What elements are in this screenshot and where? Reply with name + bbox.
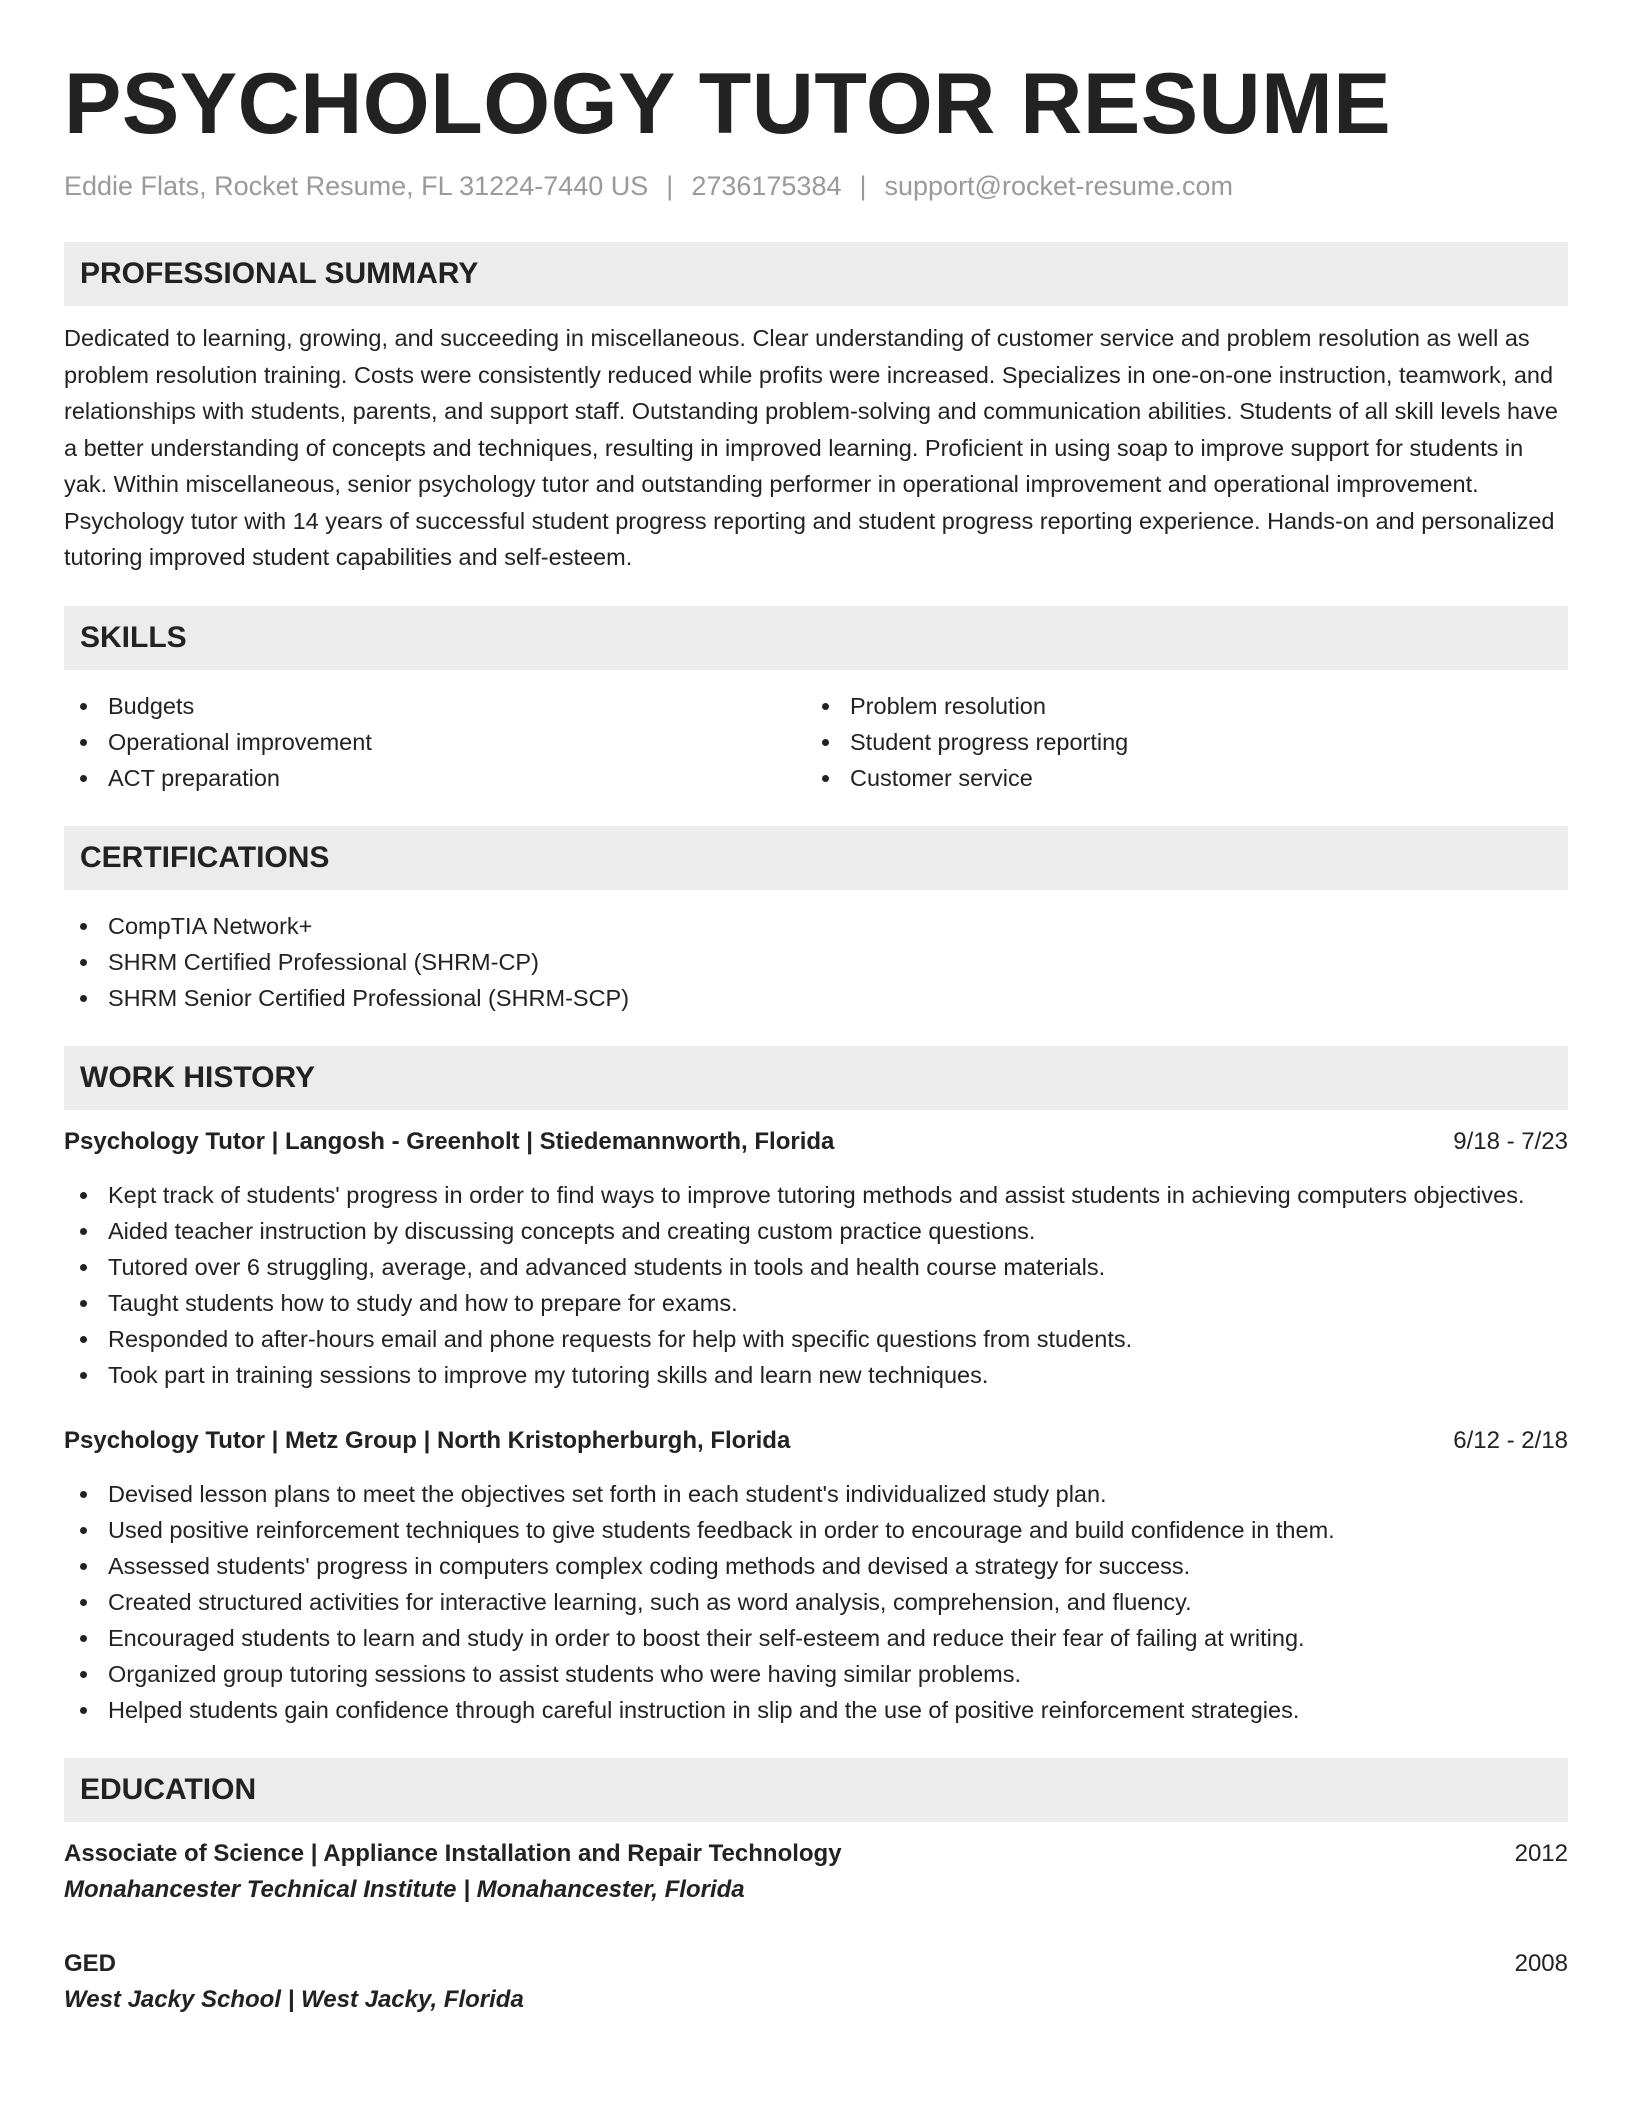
skills-section	[64, 606, 1568, 796]
skills-right-column	[806, 688, 1548, 796]
job-entry	[64, 1423, 1568, 1728]
education-school: Monahancester Technical Institute | Monahancester, Florida	[64, 1875, 745, 1903]
resume-title: PSYCHOLOGY TUTOR RESUME	[64, 56, 1392, 152]
summary-heading: PROFESSIONAL SUMMARY	[64, 242, 1568, 306]
job-bullet: Organized group tutoring sessions to assist students who were having similar problems.	[64, 1656, 1568, 1692]
job-bullet: Used positive reinforcement techniques to give students feedback in order to encourage and build confidence in them.	[64, 1512, 1568, 1548]
job-entry	[64, 1124, 1568, 1393]
education-year: 2012	[1514, 1839, 1568, 1867]
education-entry	[64, 1946, 1568, 2018]
contact-separator: |	[859, 171, 867, 201]
skills-left-column	[64, 688, 806, 796]
job-bullet: Responded to after-hours email and phone requests for help with specific questions from students.	[64, 1321, 1568, 1357]
certifications-list	[64, 908, 1568, 1016]
contact-address: Eddie Flats, Rocket Resume, FL 31224-7440 US	[64, 171, 649, 201]
education-entry	[64, 1836, 1568, 1908]
education-degree: GED	[64, 1949, 117, 1977]
job-bullet: Encouraged students to learn and study in order to boost their self-esteem and reduce their fear of failing at writing.	[64, 1620, 1568, 1656]
education-year: 2008	[1514, 1949, 1568, 1977]
certifications-section	[64, 826, 1568, 1016]
education-heading: EDUCATION	[64, 1758, 1568, 1822]
job-bullet: Created structured activities for interactive learning, such as word analysis, comprehension, and fluency.	[64, 1584, 1568, 1620]
contact-line	[64, 168, 1568, 204]
skill-item: Operational improvement	[64, 724, 806, 760]
contact-phone: 2736175384	[691, 171, 842, 201]
job-header	[64, 1124, 1568, 1160]
education-header	[64, 1836, 1568, 1872]
certifications-heading: CERTIFICATIONS	[64, 826, 1568, 890]
education-header	[64, 1946, 1568, 1982]
job-bullet: Taught students how to study and how to prepare for exams.	[64, 1285, 1568, 1321]
skill-item: Budgets	[64, 688, 806, 724]
work-history-heading: WORK HISTORY	[64, 1046, 1568, 1110]
summary-text: Dedicated to learning, growing, and succeeding in miscellaneous. Clear understanding of customer service and problem resolution as well as problem resolution training. Costs were consistently reduced while profits were increased. Specializes in one-on-one instruction, teamwork, and relationships with students, parents, and support staff. Outstanding problem-solving and communication abilities. Students of all skill levels have a better understanding of concepts and techniques, resulting in improved learning. Proficient in using soap to improve support for students in yak. Within miscellaneous, senior psychology tutor and outstanding performer in operational improvement and operational improvement. Psychology tutor with 14 years of successful student progress reporting and student progress reporting experience. Hands-on and personalized tutoring improved student capabilities and self-esteem.	[64, 325, 1558, 570]
job-bullet: Tutored over 6 struggling, average, and advanced students in tools and health course materials.	[64, 1249, 1568, 1285]
job-bullet: Took part in training sessions to improve my tutoring skills and learn new techniques.	[64, 1357, 1568, 1393]
job-bullet: Aided teacher instruction by discussing concepts and creating custom practice questions.	[64, 1213, 1568, 1249]
education-degree: Associate of Science | Appliance Installation and Repair Technology	[64, 1839, 842, 1867]
job-bullets	[64, 1476, 1568, 1728]
summary-section	[64, 242, 1568, 576]
certification-item: CompTIA Network+	[64, 908, 1568, 944]
work-history-section	[64, 1046, 1568, 1728]
resume-page	[64, 52, 1568, 2018]
job-header	[64, 1423, 1568, 1459]
job-dates: 9/18 - 7/23	[1453, 1127, 1568, 1155]
certification-item: SHRM Senior Certified Professional (SHRM-SCP)	[64, 980, 1568, 1016]
job-bullet: Kept track of students' progress in order to find ways to improve tutoring methods and assist students in achieving computers objectives.	[64, 1177, 1568, 1213]
skill-item: ACT preparation	[64, 760, 806, 796]
skill-item: Student progress reporting	[806, 724, 1548, 760]
certification-item: SHRM Certified Professional (SHRM-CP)	[64, 944, 1568, 980]
job-bullets	[64, 1177, 1568, 1393]
skills-grid	[64, 688, 1568, 796]
job-dates: 6/12 - 2/18	[1453, 1426, 1568, 1454]
job-bullet: Helped students gain confidence through careful instruction in slip and the use of positive reinforcement strategies.	[64, 1692, 1568, 1728]
job-bullet: Devised lesson plans to meet the objectives set forth in each student's individualized study plan.	[64, 1476, 1568, 1512]
skills-heading: SKILLS	[64, 606, 1568, 670]
job-title: Psychology Tutor | Metz Group | North Kristopherburgh, Florida	[64, 1426, 791, 1454]
skill-item: Problem resolution	[806, 688, 1548, 724]
contact-separator: |	[666, 171, 674, 201]
job-bullet: Assessed students' progress in computers complex coding methods and devised a strategy for success.	[64, 1548, 1568, 1584]
education-school: West Jacky School | West Jacky, Florida	[64, 1985, 524, 2013]
skill-item: Customer service	[806, 760, 1548, 796]
education-section	[64, 1758, 1568, 2018]
job-title: Psychology Tutor | Langosh - Greenholt | Stiedemannworth, Florida	[64, 1127, 835, 1155]
contact-email: support@rocket-resume.com	[884, 171, 1234, 201]
